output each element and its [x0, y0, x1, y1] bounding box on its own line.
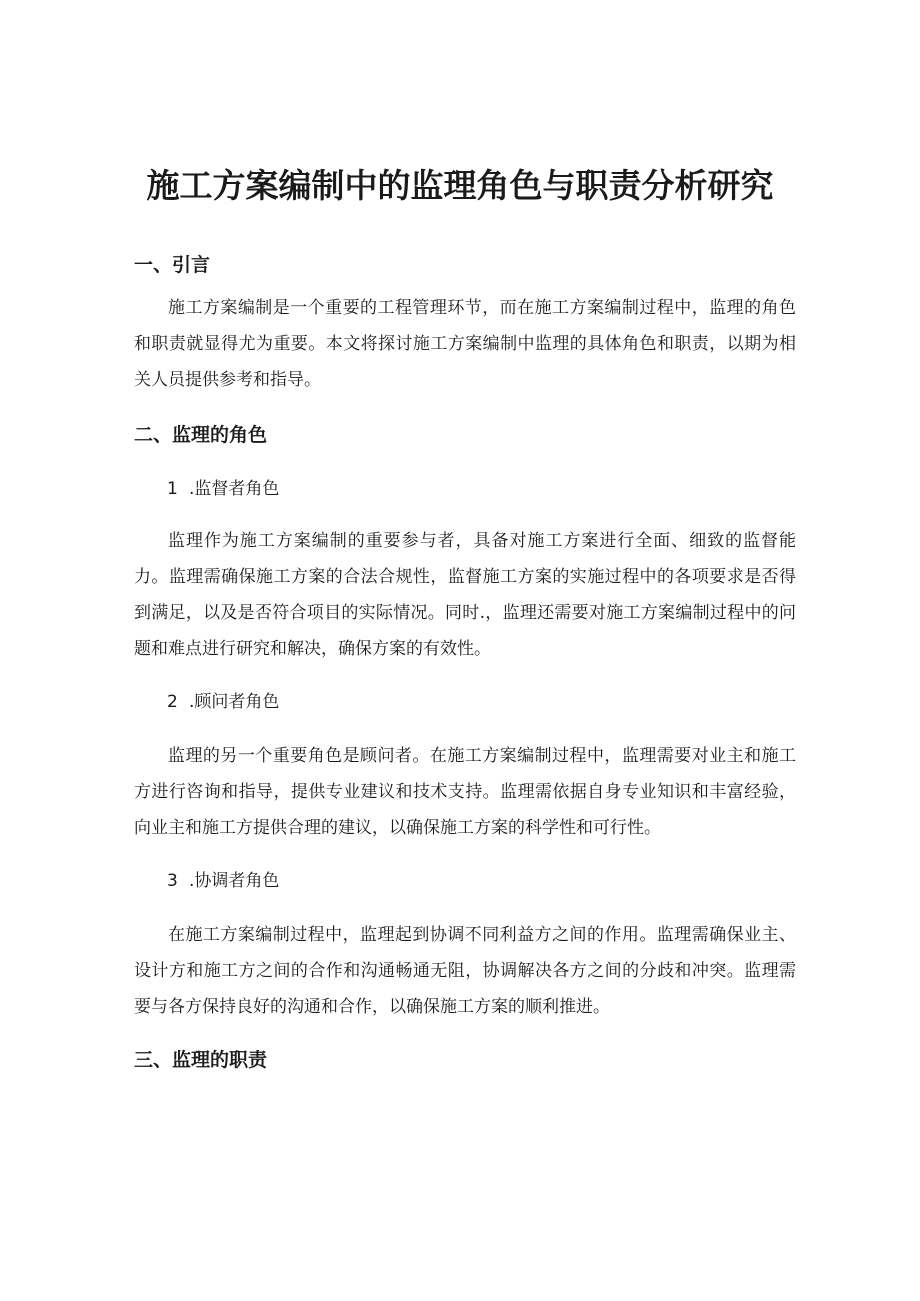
- section-heading-duties: 三、监理的职责: [134, 1049, 268, 1071]
- paragraph-coordinator: 在施工方案编制过程中，监理起到协调不同利益方之间的作用。监理需确保业主、设计方和施工方之间的合作和沟通畅通无阻，协调解决各方之间的分歧和冲突。监理需要与各方保持良好的沟通和合作，以确保施工方案的顺利推进。: [134, 925, 796, 1017]
- subsection-title: .监督者角色: [189, 479, 280, 499]
- section-heading-roles: 二、监理的角色: [134, 424, 268, 446]
- subsection-number: 2: [167, 692, 178, 712]
- paragraph-advisor: 监理的另一个重要角色是顾问者。在施工方案编制过程中，监理需要对业主和施工方进行咨询和指导，提供专业建议和技术支持。监理需依据自身专业知识和丰富经验，向业主和施工方提供合理的建议，以确保施工方案的科学性和可行性。: [134, 746, 796, 838]
- subsection-heading-advisor: [167, 689, 279, 715]
- subsection-number: 1: [167, 479, 178, 499]
- subsection-title: .顾问者角色: [189, 692, 280, 712]
- subsection-heading-supervisor: [167, 476, 279, 502]
- subsection-number: 3: [167, 871, 178, 891]
- subsection-title: .协调者角色: [189, 871, 280, 891]
- subsection-heading-coordinator: [167, 868, 279, 894]
- paragraph-intro: 施工方案编制是一个重要的工程管理环节，而在施工方案编制过程中，监理的角色和职责就显得尤为重要。本文将探讨施工方案编制中监理的具体角色和职责，以期为相关人员提供参考和指导。: [134, 298, 796, 390]
- paragraph-supervisor: 监理作为施工方案编制的重要参与者，具备对施工方案进行全面、细致的监督能力。监理需确保施工方案的合法合规性，监督施工方案的实施过程中的各项要求是否得到满足，以及是否符合项目的实际情况。同时.，监理还需要对施工方案编制过程中的问题和难点进行研究和解决，确保方案的有效性。: [134, 531, 796, 659]
- page-title: 施工方案编制中的监理角色与职责分析研究: [146, 166, 774, 205]
- section-heading-intro: 一、引言: [134, 254, 211, 276]
